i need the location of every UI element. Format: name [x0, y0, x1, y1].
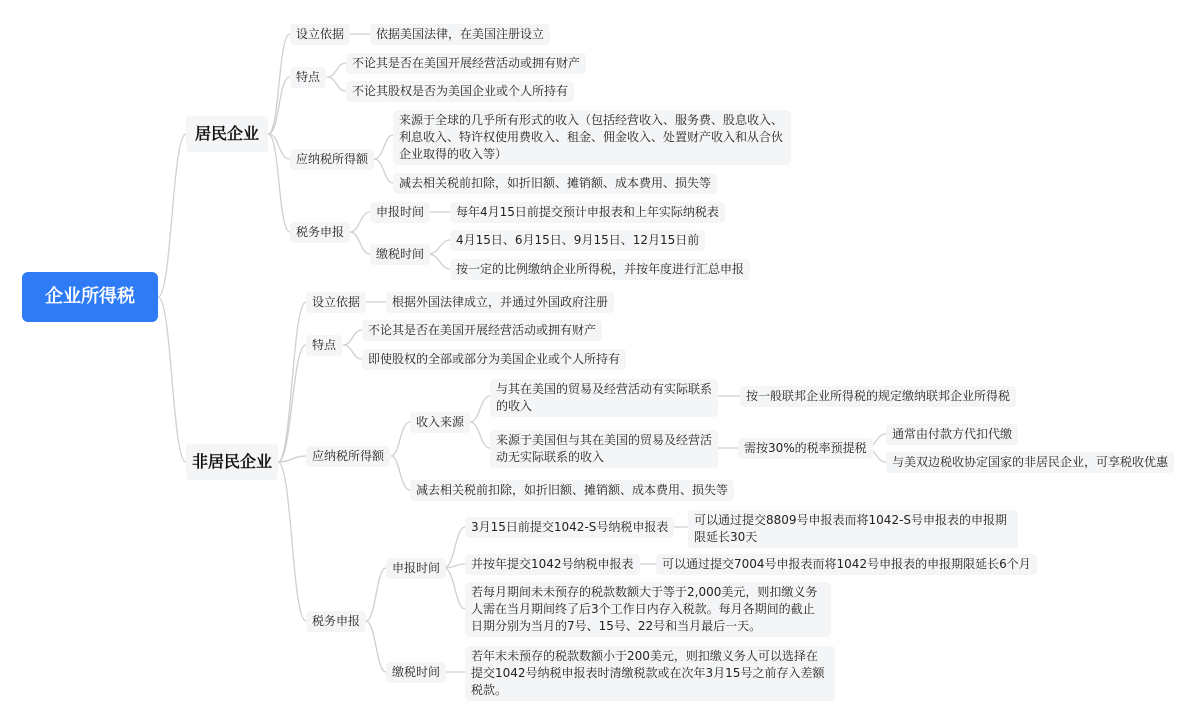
resident-basis-text[interactable]: 依据美国法律，在美国注册设立: [370, 24, 550, 45]
resident-filing-time-text[interactable]: 每年4月15日前提交预计申报表和上年实际纳税表: [450, 202, 725, 223]
nonresident-filing-2-ext[interactable]: 可以通过提交7004号申报表而将1042号申报表的申报期限延长6个月: [656, 554, 1037, 575]
nonresident-income-source-node[interactable]: 收入来源: [410, 412, 470, 433]
nonresident-filing-3[interactable]: 若每月期间未未预存的税款数额大于等于2,000美元，则扣缴义务人需在当月期间终了后3个工作日内存入税款。每月各期间的截止日期分别为当月的7号、15号、22号和当月最后一天。: [465, 582, 831, 637]
nonresident-filing-node[interactable]: 税务申报: [306, 611, 366, 632]
nonresident-node[interactable]: 非居民企业: [186, 444, 278, 480]
resident-basis-node[interactable]: 设立依据: [290, 24, 350, 45]
nonresident-source-1-rule[interactable]: 按一般联邦企业所得税的规定缴纳联邦企业所得税: [740, 386, 1016, 407]
resident-feature-node[interactable]: 特点: [290, 67, 326, 88]
nonresident-feature-1[interactable]: 不论其是否在美国开展经营活动或拥有财产: [362, 320, 602, 341]
resident-filing-time-node[interactable]: 申报时间: [370, 202, 430, 223]
root-node[interactable]: 企业所得税: [22, 272, 158, 322]
nonresident-pay-time-node[interactable]: 缴税时间: [386, 662, 446, 683]
nonresident-filing-1[interactable]: 3月15日前提交1042-S号纳税申报表: [465, 517, 674, 538]
resident-taxable-2[interactable]: 减去相关税前扣除，如折旧额、摊销额、成本费用、损失等: [393, 173, 717, 194]
nonresident-taxable-node[interactable]: 应纳税所得额: [306, 446, 390, 467]
resident-filing-node[interactable]: 税务申报: [290, 222, 350, 243]
nonresident-source-2-a[interactable]: 通常由付款方代扣代缴: [886, 424, 1018, 445]
nonresident-filing-2[interactable]: 并按年提交1042号纳税申报表: [465, 554, 640, 575]
nonresident-pay-text[interactable]: 若年末未预存的税款数额小于200美元，则扣缴义务人可以选择在提交1042号纳税申报表时清缴税款或在次年3月15号之前存入差额税款。: [465, 646, 835, 701]
nonresident-basis-node[interactable]: 设立依据: [306, 292, 366, 313]
resident-feature-2[interactable]: 不论其股权是否为美国企业或个人所持有: [346, 81, 574, 102]
nonresident-source-2-b[interactable]: 与美双边税收协定国家的非居民企业，可享税收优惠: [886, 452, 1174, 473]
nonresident-source-2[interactable]: 来源于美国但与其在美国的贸易及经营活动无实际联系的收入: [490, 430, 718, 468]
resident-taxable-node[interactable]: 应纳税所得额: [290, 149, 374, 170]
resident-node[interactable]: 居民企业: [186, 116, 268, 152]
nonresident-feature-2[interactable]: 即使股权的全部或部分为美国企业或个人所持有: [362, 349, 626, 370]
nonresident-feature-node[interactable]: 特点: [306, 335, 342, 356]
resident-pay-time-node[interactable]: 缴税时间: [370, 244, 430, 265]
nonresident-deduct[interactable]: 减去相关税前扣除，如折旧额、摊销额、成本费用、损失等: [410, 480, 734, 501]
nonresident-filing-1-ext[interactable]: 可以通过提交8809号申报表而将1042-S号申报表的申报期限延长30天: [688, 510, 1018, 548]
nonresident-source-1[interactable]: 与其在美国的贸易及经营活动有实际联系的收入: [490, 379, 718, 417]
nonresident-basis-text[interactable]: 根据外国法律成立，并通过外国政府注册: [386, 292, 614, 313]
resident-taxable-1[interactable]: 来源于全球的几乎所有形式的收入（包括经营收入、服务费、股息收入、利息收入、特许权使用费收入、租金、佣金收入、处置财产收入和从合伙企业取得的收入等）: [393, 110, 791, 165]
nonresident-filing-time-node[interactable]: 申报时间: [386, 558, 446, 579]
nonresident-source-2-rule[interactable]: 需按30%的税率预提税: [738, 438, 873, 459]
resident-pay-2[interactable]: 按一定的比例缴纳企业所得税，并按年度进行汇总申报: [450, 259, 750, 280]
resident-pay-1[interactable]: 4月15日、6月15日、9月15日、12月15日前: [450, 230, 705, 251]
resident-feature-1[interactable]: 不论其是否在美国开展经营活动或拥有财产: [346, 53, 586, 74]
